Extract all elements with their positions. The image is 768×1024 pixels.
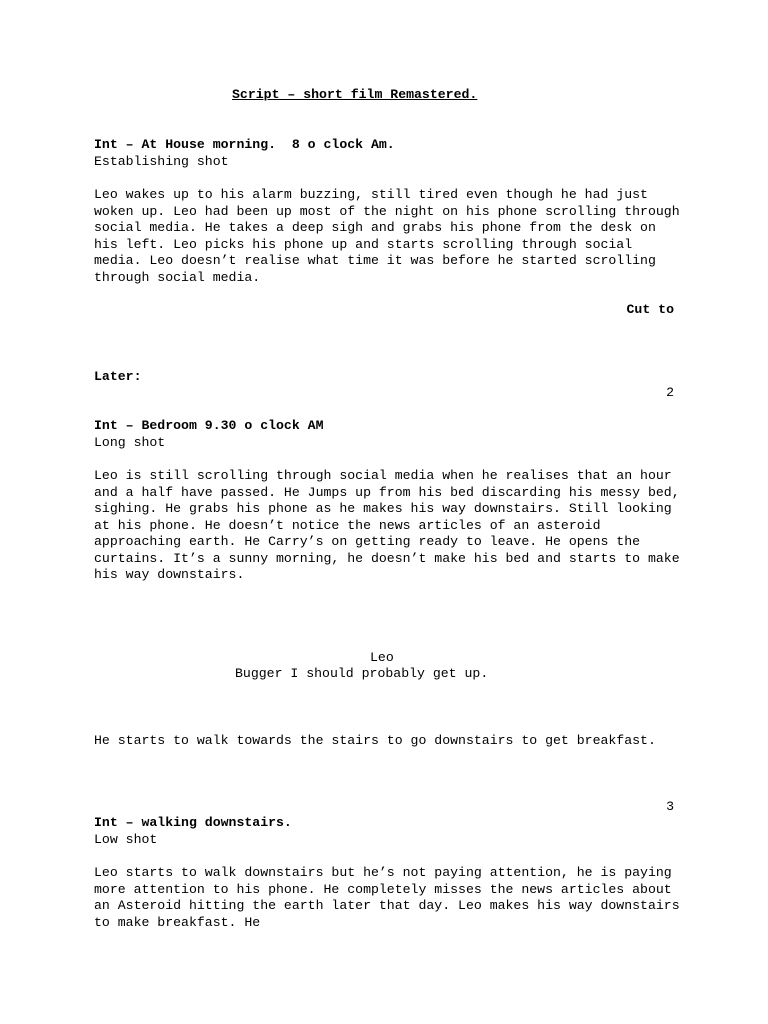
action-paragraph: Leo is still scrolling through social media when he realises that an hour and a half have passed. He Jumps up from his bed discarding his messy bed, sighing. He grabs his phone as he makes his way downstairs. Still looking at his phone. He doesn’t notice the news articles of an asteroid approaching earth. He Carry’s on getting ready to leave. He opens the curtains. It’s a sunny morning, he doesn’t make his bed and starts to make his way downstairs. [94, 468, 680, 582]
transition: Cut to [626, 302, 674, 317]
scene-heading: Int – At House morning. 8 o clock Am. [94, 137, 395, 152]
action-paragraph: He starts to walk towards the stairs to go downstairs to get breakfast. [94, 733, 656, 748]
later-label: Later: [94, 369, 142, 384]
page-number: 2 [666, 385, 674, 400]
character-name: Leo [370, 650, 394, 665]
page-number: 3 [666, 799, 674, 814]
action-paragraph: Leo wakes up to his alarm buzzing, still tired even though he had just woken up. Leo had been up most of the night on his phone scrolling through social media. He takes a deep sigh and grabs his phone from the desk on his left. Leo picks his phone up and starts scrolling through social media. Leo doesn’t realise what time it was before he started scrolling through social media. [94, 187, 680, 285]
shot-type: Long shot [94, 435, 166, 450]
dialogue-line: Bugger I should probably get up. [235, 666, 489, 681]
shot-type: Establishing shot [94, 154, 229, 169]
action-paragraph: Leo starts to walk downstairs but he’s not paying attention, he is paying more attention to his phone. He completely misses the news articles about an Asteroid hitting the earth later that day. Leo makes his way downstairs to make breakfast. He [94, 865, 680, 930]
script-title: Script – short film Remastered. [232, 87, 478, 102]
scene-heading: Int – walking downstairs. [94, 815, 292, 830]
scene-heading: Int – Bedroom 9.30 o clock AM [94, 418, 324, 433]
shot-type: Low shot [94, 832, 158, 847]
